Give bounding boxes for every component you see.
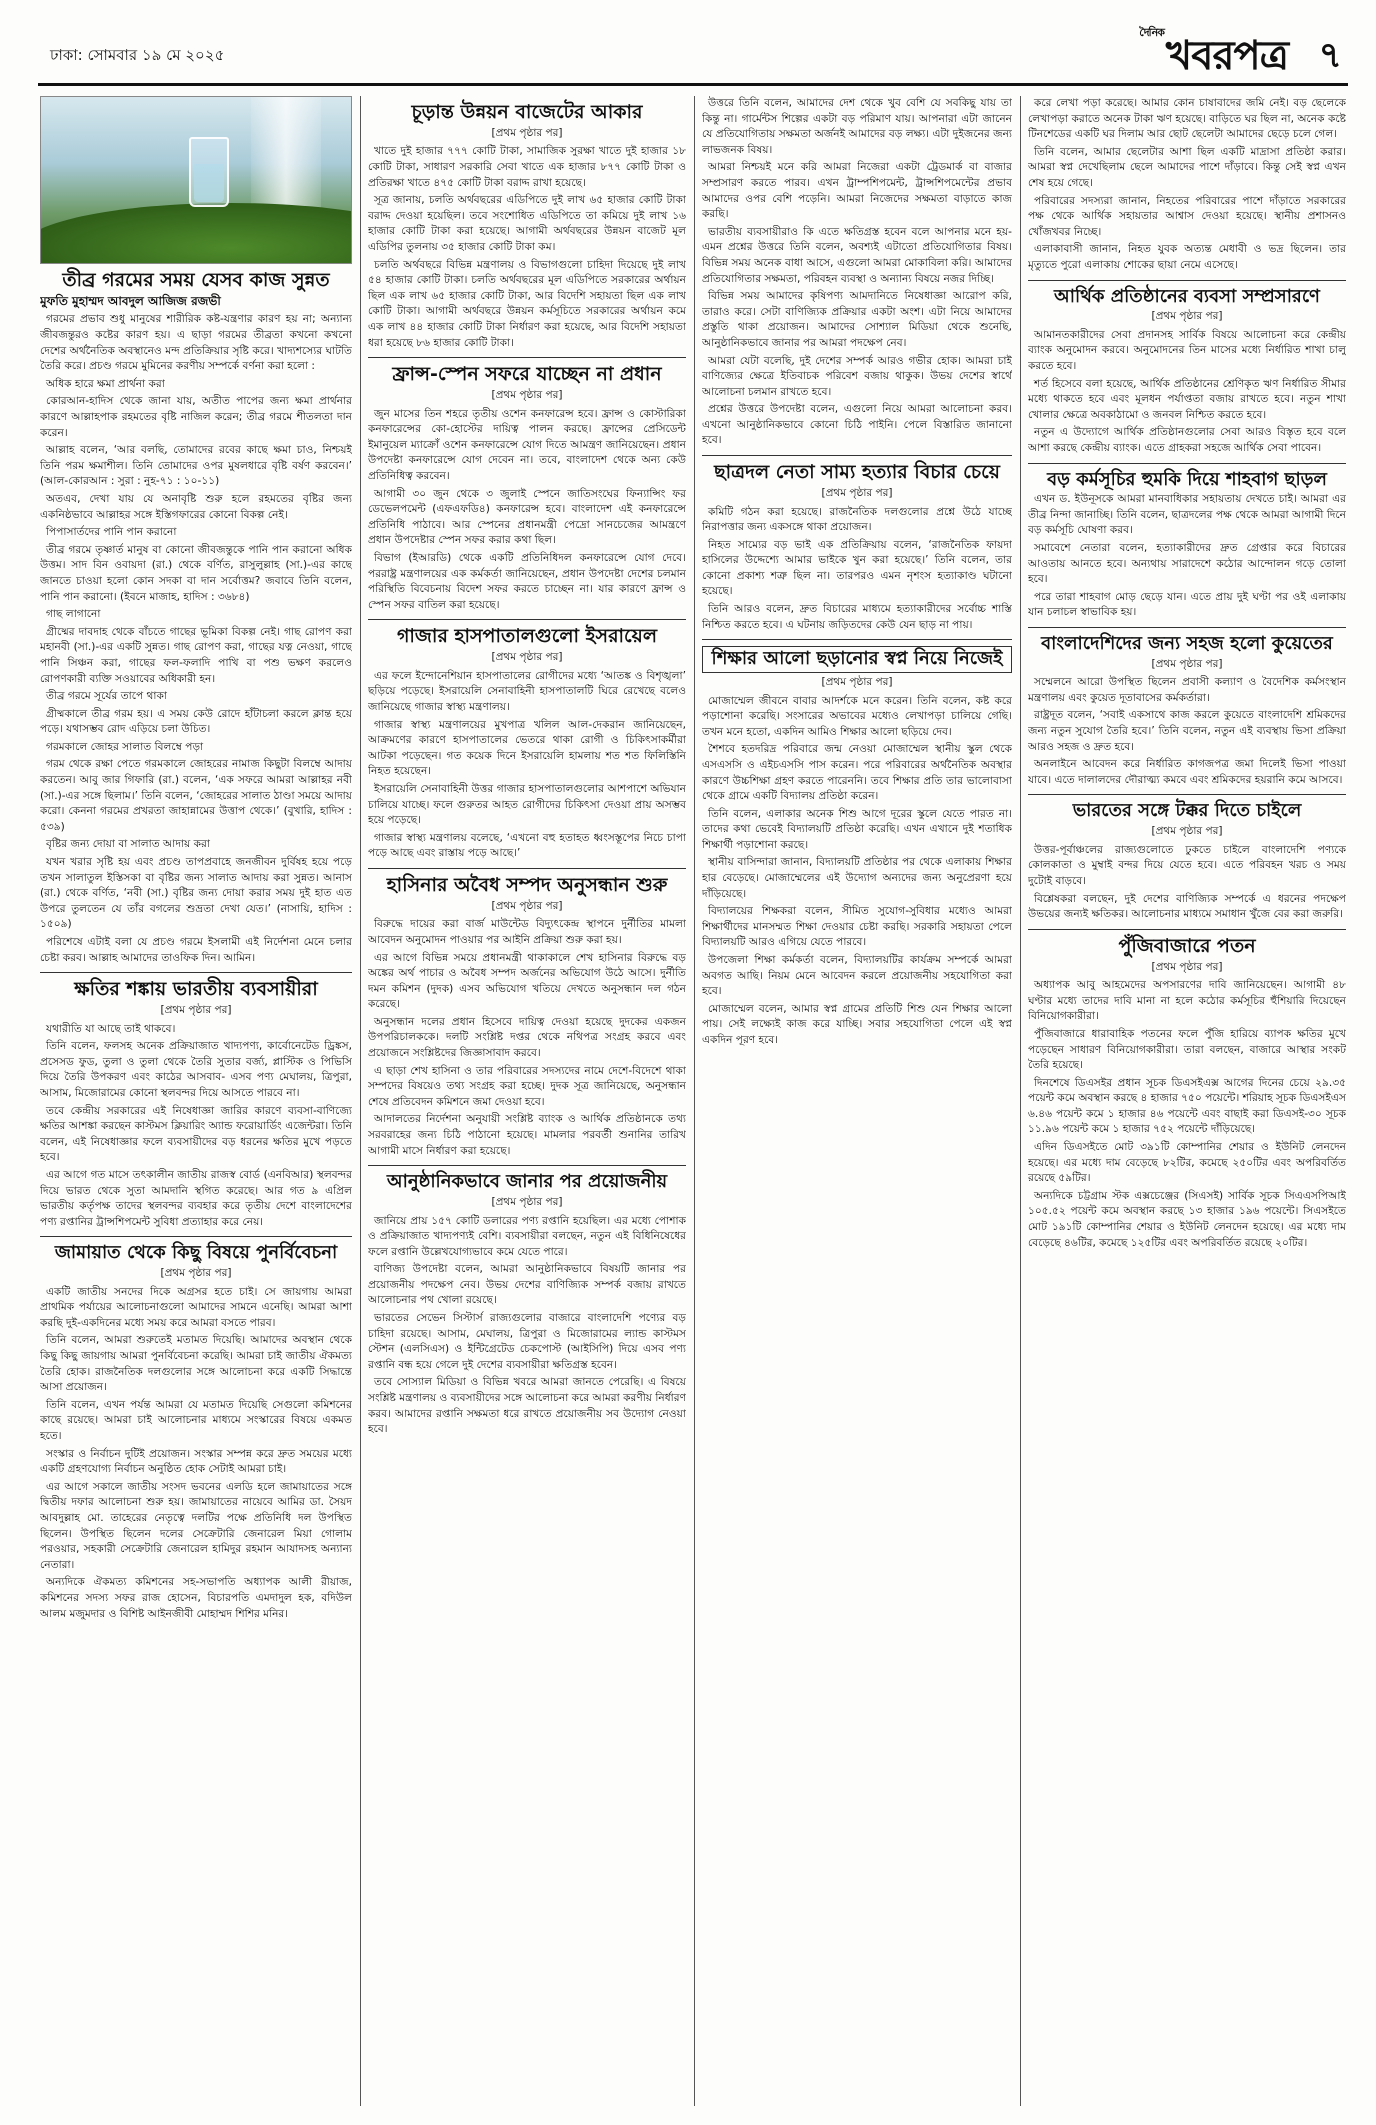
paragraph: স্থানীয় বাসিন্দারা জানান, বিদ্যালয়টি প্রতিষ্ঠার পর থেকে এলাকায় শিক্ষার হার বেড়েছে। মোজাম্মেলের এই উদ্যোগ অন্যদের জন্য অনুপ্রেরণা হয়ে দাঁড়িয়েছে। — [702, 856, 1012, 900]
headline-chhatradal-murder: ছাত্রদল নেতা সাম্য হত্যার বিচার চেয়ে — [714, 461, 1000, 484]
column-1 — [40, 96, 352, 2106]
headline-indian-traders: ক্ষতির শঙ্কায় ভারতীয় ব্যবসায়ীরা — [74, 978, 318, 1001]
divider — [1028, 794, 1346, 795]
article-body — [1028, 328, 1346, 457]
paragraph: এর আগে গত মাসে তৎকালীন জাতীয় রাজস্ব বোর্ড (এনবিআর) স্থলবন্দর দিয়ে ভারত থেকে সুতা আমদানি স্থগিত করেছে। আর গত ৯ এপ্রিল ভারতীয় কর্তৃপক্ষ তাদের স্থলবন্দর ব্যবহার করে তৃতীয় দেশে বাংলাদেশের পণ্য রপ্তানির ট্রান্সশিপমেন্ট সুবিধা প্রত্যাহার করে নেয়। — [40, 1168, 352, 1228]
paragraph: গরমের প্রভাব শুধু মানুষের শারীরিক কষ্ট-যন্ত্রণার কারণ হয় না; অন্যান্য জীবজন্তুরও কষ্টের কারণ হয়। এ ছাড়া গরমের তীব্রতা কখনো কখনো দেশের অর্থনৈতিক অবস্থানেও মন্দ প্রতিক্রিয়ার সৃষ্টি করে। খাদ্যশস্যের ঘাটতি তৈরি করে। প্রচণ্ড গরমে মুমিনের করণীয় সম্পর্কে বর্ণনা করা হলো : — [40, 313, 352, 373]
paragraph: আল্লাহ বলেন, ‘আর বলছি, তোমাদের রবের কাছে ক্ষমা চাও, নিশ্চয়ই তিনি পরম ক্ষমাশীল। তিনি তোমাদের ওপর মুষলধারে বৃষ্টি বর্ষণ করবেন।’ (আল-কোরআন : সুরা : নুহ-৭১ : ১০-১১) — [40, 444, 352, 488]
paragraph: কোরআন-হাদিস থেকে জানা যায়, অতীত পাপের জন্য ক্ষমা প্রার্থনার কারণে আল্লাহপাক রহমতের বৃষ্টি নাজিল করেন; তীব্র গরমে শীতলতা দান করেন। — [40, 395, 352, 439]
headline-official-notice: আনুষ্ঠানিকভাবে জানার পর প্রয়োজনীয় — [386, 1171, 668, 1193]
paragraph: আগামী ৩০ জুন থেকে ৩ জুলাই স্পেনে জাতিসংঘের ফিন্যান্সিং ফর ডেভেলপমেন্ট (এফএফডি৪) কনফারেন্স হবে। বাংলাদেশ এই কনফারেন্সে প্রতিনিধি পাঠাবে। আর স্পেনের প্রধানমন্ত্রী পেদ্রো সানচেজের আমন্ত্রণে প্রধান উপদেষ্টার স্পেন সফর করার কথা ছিল। — [368, 487, 686, 547]
divider — [702, 455, 1012, 456]
continued-label: [প্রথম পৃষ্ঠার পর] — [491, 389, 563, 401]
paragraph: তবে সোস্যাল মিডিয়া ও বিভিন্ন খবরে আমরা জানতে পেরেছি। এ বিষয়ে সংশ্লিষ্ট মন্ত্রণালয় ও ব্যবসায়ীদের সঙ্গে আলোচনা করে আমরা করণীয় নির্ধারণ করব। আমাদের রপ্তানি সক্ষমতা ধরে রাখতে প্রয়োজনীয় সব উদ্যোগ নেওয়া হবে। — [368, 1376, 686, 1436]
paragraph: বিশ্লেষকরা বলছেন, দুই দেশের বাণিজ্যিক সম্পর্কে এ ধরনের পদক্ষেপ উভয়ের জন্যই ক্ষতিকর। আলোচনার মাধ্যমে সমাধান খুঁজে বের করা জরুরি। — [1028, 892, 1346, 921]
paragraph: আদালতের নির্দেশনা অনুযায়ী সংশ্লিষ্ট ব্যাংক ও আর্থিক প্রতিষ্ঠানকে তথ্য সরবরাহের জন্য চিঠি পাঠানো হয়েছে। মামলার পরবর্তী শুনানির তারিখ আগামী মাসে নির্ধারণ করা হয়েছে। — [368, 1113, 686, 1157]
divider — [368, 1165, 686, 1166]
paragraph: এর আগে বিভিন্ন সময়ে প্রধানমন্ত্রী থাকাকালে শেখ হাসিনার বিরুদ্ধে বড় অঙ্কের অর্থ পাচার ও অবৈধ সম্পদ অর্জনের অভিযোগ উঠে আসে। দুর্নীতি দমন কমিশন (দুদক) এসব অভিযোগ খতিয়ে দেখতে অনুসন্ধান দল গঠন করেছে। — [368, 951, 686, 1011]
headline-financial-institutions: আর্থিক প্রতিষ্ঠানের ব্যবসা সম্প্রসারণে — [1054, 285, 1320, 307]
article-body — [40, 1022, 352, 1231]
paragraph: ভারতের সেভেন সিস্টার্স রাজ্যগুলোর বাজারে বাংলাদেশি পণ্যের বড় চাহিদা রয়েছে। আসাম, মেঘালয়, ত্রিপুরা ও মিজোরামের ল্যান্ড কাস্টমস স্টেশন (এলসিএস) ও ইন্টিগ্রেটেড চেকপোস্ট (আইসিপি) দিয়ে এসব পণ্য রপ্তানি বন্ধ হয়ে গেলে দুই দেশের ব্যবসায়ীরা ক্ষতিগ্রস্ত হবেন। — [368, 1312, 686, 1371]
paragraph: যখন খরার সৃষ্টি হয় এবং প্রচণ্ড তাপপ্রবাহে জনজীবন দুর্বিষহ হয়ে পড়ে তখন সালাতুল ইস্তিসকা বা বৃষ্টির জন্য সালাত আদায় করা সুন্নত। আনাস (রা.) থেকে বর্ণিত, ‘নবী (সা.) বৃষ্টির জন্য দোয়া করার সময় দুই হাত এত উপরে তুলতেন যে তাঁর বগলের শুভ্রতা দেখা যেত।’ (নাসায়ি, হাদিস : ১৫০৯) — [40, 856, 352, 931]
divider — [368, 868, 686, 869]
continued-label: [প্রথম পৃষ্ঠার পর] — [491, 1195, 563, 1208]
article-body — [1028, 675, 1346, 788]
paragraph: আমানতকারীদের সেবা প্রদানসহ সার্বিক বিষয়ে আলোচনা করে কেন্দ্রীয় ব্যাংক অনুমোদন করবে। অনুমোদনের তিন মাসের মধ্যে নির্ধারিত শাখা চালু করতে হবে। — [1028, 328, 1346, 372]
paragraph: একটি জাতীয় সনদের দিকে অগ্রসর হতে চাই। সে জায়গায় আমরা প্রাথমিক পর্যায়ের আলোচনাগুলো আমাদের সামনে এনেছি। আমরা আশা করছি দুই-একদিনের মধ্যে সময় করে আমরা বসতে পারব। — [40, 1285, 352, 1329]
paragraph: দিনশেষে ডিএসইর প্রধান সূচক ডিএসইএক্স আগের দিনের চেয়ে ২৯.৩৫ পয়েন্ট কমে অবস্থান করছে ৪ হাজার ৭৫০ পয়েন্টে। শরিয়াহ সূচক ডিএসইএস ৬.৪৬ পয়েন্ট কমে ১ হাজার ৪৬ পয়েন্টে এবং বাছাই করা ডিএসই-৩০ সূচক ১১.৯৬ পয়েন্ট কমে ১ হাজার ৭৫২ পয়েন্টে দাঁড়িয়েছে। — [1028, 1076, 1346, 1136]
paragraph: পরে তারা শাহবাগ মোড় ছেড়ে যান। এতে প্রায় দুই ঘণ্টা পর ওই এলাকায় যান চলাচল স্বাভাবিক হয়। — [1028, 590, 1346, 619]
article-body — [1028, 96, 1346, 274]
water-glass-icon — [189, 137, 229, 207]
paragraph: এর ফলে ইন্দোনেশিয়ান হাসপাতালের রোগীদের মধ্যে ‘আতঙ্ক ও বিশৃঙ্খলা’ ছড়িয়ে পড়েছে। ইসরায়েলি সেনাবাহিনী হাসপাতালটি ঘিরে রেখেছে বলেও জানিয়েছে গাজার স্বাস্থ্য মন্ত্রণালয়। — [368, 669, 686, 713]
continued-label: [প্রথম পৃষ্ঠার পর] — [821, 675, 893, 688]
paragraph: তিনি বলেন, এলাকার অনেক শিশু আগে দূরের স্কুলে যেতে পারত না। তাদের কথা ভেবেই বিদ্যালয়টি প্রতিষ্ঠা করেছি। এখন এখানে দুই শতাধিক শিক্ষার্থী পড়াশোনা করছে। — [702, 807, 1012, 851]
headline-shahbag: বড় কর্মসূচির হুমকি দিয়ে শাহবাগ ছাড়ল — [1047, 468, 1327, 490]
paragraph: পরিশেষে এটাই বলা যে প্রচণ্ড গরমে ইসলামী এই নির্দেশনা মেনে চলার চেষ্টা করব। আল্লাহ আমাদের তাওফিক দিন। আমিন। — [40, 936, 352, 964]
paragraph: কমিটি গঠন করা হয়েছে। রাজনৈতিক দলগুলোর প্রশ্নে উঠে যাচ্ছে নিরাপত্তার জন্য একসঙ্গে থাকা প্রয়োজন। — [702, 505, 1012, 534]
masthead — [38, 22, 1348, 86]
moss-shape — [40, 203, 352, 264]
paragraph: এদিন ডিএসইতে মোট ৩৯১টি কোম্পানির শেয়ার ও ইউনিট লেনদেন হয়েছে। এর মধ্যে দাম বেড়েছে ৮২টির, কমেছে ২৫০টির এবং অপরিবর্তিত রয়েছে ৫৯টির। — [1028, 1141, 1346, 1185]
headline-gaza-hospitals: গাজার হাসপাতালগুলো ইসরায়েল — [396, 625, 658, 648]
paragraph: এখন ড. ইউনূসকে আমরা মানবাধিকার সহায়তায় দেখতে চাই। আমরা এর তীব্র নিন্দা জানাচ্ছি। তিনি বলেন, ছাত্রদলের পক্ষ থেকে আমরা আগামী দিনে বড় কর্মসূচি ঘোষণা করব। — [1028, 493, 1346, 537]
paragraph: অনুসন্ধান দলের প্রধান হিসেবে দায়িত্ব দেওয়া হয়েছে দুদকের একজন উপপরিচালককে। দলটি সংশ্লিষ্ট দপ্তর থেকে নথিপত্র সংগ্রহ করবে এবং প্রয়োজনে সংশ্লিষ্টদের জিজ্ঞাসাবাদ করবে। — [368, 1015, 686, 1060]
continued-label: [প্রথম পৃষ্ঠার পর] — [160, 1267, 232, 1280]
paragraph: এ ছাড়া শেখ হাসিনা ও তার পরিবারের সদস্যদের নামে দেশে-বিদেশে থাকা সম্পদের বিষয়েও তথ্য সংগ্রহ করা হচ্ছে। দুদক সূত্র জানিয়েছে, অনুসন্ধান শেষে প্রতিবেদন কমিশনে জমা দেওয়া হবে। — [368, 1064, 686, 1108]
column-rule — [360, 96, 361, 2106]
paragraph: খাতে দুই হাজার ৭৭৭ কোটি টাকা, সামাজিক সুরক্ষা খাতে দুই হাজার ১৮ কোটি টাকা, সাধারণ সরকারি সেবা খাতে এক হাজার ৮৭৭ কোটি টাকা ও প্রতিরক্ষা খাতে ৪৭৫ কোটি টাকা বরাদ্দ রাখা হয়েছে। — [368, 145, 686, 189]
continued-label: [প্রথম পৃষ্ঠার পর] — [1151, 657, 1223, 670]
paragraph: এলাকাবাসী জানান, নিহত যুবক অত্যন্ত মেধাবী ও ভদ্র ছিলেন। তার মৃত্যুতে পুরো এলাকায় শোকের ছায়া নেমে এসেছে। — [1028, 243, 1346, 271]
paragraph: অন্যদিকে চট্টগ্রাম স্টক এক্সচেঞ্জের (সিএসই) সার্বিক সূচক সিএএসপিআই ১০৫.৫২ পয়েন্ট কমে অবস্থান করছে ১৩ হাজার ১৯৬ পয়েন্টে। সিএসইতে মোট ১৯১টি কোম্পানির শেয়ার ও ইউনিট লেনদেন হয়েছে। এর মধ্যে দাম বেড়েছে ৪৬টির, কমেছে ১২৫টির এবং অপরিবর্তিত রয়েছে ২০টির। — [1028, 1189, 1346, 1249]
article-body — [702, 694, 1012, 1049]
paragraph: ভারতীয় ব্যবসায়ীরাও কি এতে ক্ষতিগ্রস্ত হবেন বলে আপনার মনে হয়- এমন প্রশ্নের উত্তরে তিনি বলেন, অবশ্যই এটাতো প্রতিযোগিতার বিষয়। বিভিন্ন সময় অনেক বাধা আসে, এগুলো আমরা মোকাবিলা করি। আমাদের প্রতিযোগিতার সক্ষমতা, পরিবহন ব্যবস্থা ও অন্যান্য বিষয়ে নজর দিচ্ছি। — [702, 225, 1012, 285]
paragraph: বিরুদ্ধে দায়ের করা বার্জ মাউন্টেড বিদ্যুৎকেন্দ্র স্থাপনে দুর্নীতির মামলা আবেদন অনুমোদন পাওয়ার পর আইনি প্রক্রিয়া শুরু করা হয়। — [368, 918, 686, 946]
continued-label: [প্রথম পৃষ্ঠার পর] — [1151, 960, 1223, 973]
paragraph: তীব্র গরমে তৃষ্ণার্ত মানুষ বা কোনো জীবজন্তুকে পানি পান করানো অধিক উত্তম। সাদ বিন ওবায়দা (রা.) থেকে বর্ণিত, রাসুলুল্লাহ (সা.)-এর কাছে জানতে চাওয়া হলো কোন সদকা বা দান সর্বোত্তম? জবাবে তিনি বলেন, পানি পান করানো। (ইবনে মাজাহ, হাদিস : ৩৬৮৪) — [40, 543, 352, 603]
paragraph: তবে কেন্দ্রীয় সরকারের এই নিষেধাজ্ঞা জারির কারণে ব্যবসা-বাণিজ্যে ক্ষতির আশঙ্কা করছেন কাস্টমস ক্লিয়ারিং অ্যান্ড ফরোয়ার্ডিং এজেন্টরা। তিনি বলেন, এই নিষেধাজ্ঞার ফলে ব্যবসায়ীদের বড় ধরনের ক্ষতির মুখে পড়তে হবে। — [40, 1104, 352, 1164]
paragraph: গরমকালে জোহর সালাত বিলম্বে পড়া — [46, 740, 204, 753]
paragraph: যথারীতি যা আছে তাই থাকবে। — [46, 1022, 176, 1035]
paragraph: শৈশবে হতদরিদ্র পরিবারে জন্ম নেওয়া মোজাম্মেল স্থানীয় স্কুল থেকে এসএসসি ও এইচএসসি পাস করেন। পরে পরিবারের অর্থনৈতিক অবস্থার কারণে উচ্চশিক্ষা গ্রহণ করতে পারেননি। তবে শিক্ষার প্রতি তার ভালোবাসা থেকে গ্রামে একটি বিদ্যালয় প্রতিষ্ঠা করেন। — [702, 743, 1012, 803]
article-body — [1028, 843, 1346, 923]
paragraph: নিহত সাম্যের বড় ভাই এক প্রতিক্রিয়ায় বলেন, ‘রাজনৈতিক ফায়দা হাসিলের উদ্দেশ্যে আমার ভাইকে খুন করা হয়েছে।’ তিনি বলেন, তার কোনো প্রকাশ্য শত্রু ছিল না। তারপরও এমন নৃশংস হত্যাকাণ্ড ঘটানো হয়েছে। — [702, 538, 1012, 598]
newspaper-logo — [1139, 24, 1288, 91]
headline-education-dream: শিক্ষার আলো ছড়ানোর স্বপ্ন নিয়ে নিজেই — [702, 646, 1012, 673]
headline-stock-market-fall: পুঁজিবাজারে পতন — [1118, 934, 1256, 957]
headline-compete-with-india: ভারতের সঙ্গে টক্কর দিতে চাইলে — [1072, 800, 1302, 822]
divider — [368, 619, 686, 620]
headline-summer-sunnah: তীব্র গরমের সময় যেসব কাজ সুন্নত — [62, 269, 330, 291]
paragraph: উত্তর-পূর্বাঞ্চলের রাজ্যগুলোতে ঢুকতে চাইলে বাংলাদেশি পণ্যকে কোলকাতা ও মুম্বাই বন্দর দিয়ে যেতে হবে। এতে পরিবহন খরচ ও সময় দুটোই বাড়বে। — [1028, 843, 1346, 887]
paragraph: আমরা নিশ্চয়ই মনে করি আমরা নিজেরা একটা ট্রেডমার্ক বা বাজার সম্প্রসারণ করতে পারব। এখন ট্রাম্পশিপমেন্ট, ট্রান্সশিপমেন্টের প্রভাব আমাদের ওপর বেশি পড়েনি। আমরা নিজেদের সক্ষমতা বাড়াতে কাজ করছি। — [702, 161, 1012, 221]
article-body — [368, 1214, 686, 1438]
paragraph: অধিক হারে ক্ষমা প্রার্থনা করা — [46, 377, 165, 390]
paragraph: বিভিন্ন সময় আমাদের কৃষিপণ্য আমদানিতে নিষেধাজ্ঞা আরোপ করি, তারাও করে। সেটা বাণিজ্যিক প্রক্রিয়ার একটা অংশ। এটা নিয়ে আমাদের প্রস্তুতি থাকা প্রয়োজন। আমাদের সোশ্যাল মিডিয়া থেকে শুনেছি, আনুষ্ঠানিকভাবে জানার পর আমরা পদক্ষেপ নেব। — [702, 290, 1012, 349]
paragraph: অনলাইনে আবেদন করে নির্ধারিত কাগজপত্র জমা দিলেই ভিসা পাওয়া যাবে। এতে দালালদের দৌরাত্ম্য কমবে এবং শ্রমিকদের হয়রানি কমে আসবে। — [1028, 758, 1346, 786]
headline-france-spain-tour: ফ্রান্স-স্পেন সফরে যাচ্ছেন না প্রধান — [392, 363, 662, 386]
paragraph: গ্রীষ্মের দাবদাহ থেকে বাঁচতে গাছের ভূমিকা বিকল্প নেই। গাছ রোপণ করা মহানবী (সা.)-এর একটি সুন্নত। গাছ রোপণ করা, গাছের যত্ন নেওয়া, গাছে পানি সিঞ্চন করা, গাছের ফল-ফলাদি পাখি বা পশু ভক্ষণ করলেও রোপণকারী ব্যক্তি সওয়াবের অধিকারী হন। — [40, 625, 352, 685]
paragraph: সূত্র জানায়, চলতি অর্থবছরের এডিপিতে দুই লাখ ৬৫ হাজার কোটি টাকা বরাদ্দ দেওয়া হয়েছিল। তবে সংশোধিত এডিপিতে তা কমিয়ে দুই লাখ ১৬ হাজার কোটি টাকা করা হয়েছে। আগামী অর্থবছরের উন্নয়ন বাজেট মূল এডিপির তুলনায় ৩৫ হাজার কোটি টাকা কম। — [368, 194, 686, 253]
logo-text: খবরপত্র — [1165, 32, 1288, 79]
paragraph: এর আগে সকালে জাতীয় সংসদ ভবনের এলডি হলে জামায়াতের সঙ্গে দ্বিতীয় দফার আলোচনা শুরু হয়। জামায়াতের নায়েবে আমির ডা. সৈয়দ আবদুল্লাহ মো. তাহেরের নেতৃত্বে দলটির পক্ষে প্রতিনিধি দল উপস্থিত ছিলেন। উপস্থিত ছিলেন দলের সেক্রেটারি জেনারেল মিয়া গোলাম পরওয়ার, সহকারী সেক্রেটারি জেনারেল হামিদুর রহমান আযাদসহ অন্যান্য নেতারা। — [40, 1480, 352, 1571]
paragraph: অতএব, দেখা যায় যে অনাবৃষ্টি শুরু হলে রহমতের বৃষ্টির জন্য একনিষ্ঠভাবে আল্লাহর সঙ্গে ইস্তিগফারের কোনো বিকল্প নেই। — [40, 492, 352, 521]
divider — [368, 357, 686, 358]
paragraph: পুঁজিবাজারে ধারাবাহিক পতনের ফলে পুঁজি হারিয়ে ব্যাপক ক্ষতির মুখে পড়েছেন সাধারণ বিনিয়োগকারীরা। তারা বলছেন, বাজারে আস্থার সংকট তৈরি হয়েছে। — [1028, 1027, 1346, 1072]
continued-label: [প্রথম পৃষ্ঠার পর] — [1151, 310, 1223, 323]
logo-small-text: দৈনিক — [1139, 26, 1164, 39]
continued-label: [প্রথম পৃষ্ঠার পর] — [491, 651, 563, 664]
paragraph: তিনি বলেন, আমার ছেলেটার আশা ছিল একটি মাদ্রাসা প্রতিষ্ঠা করার। আমরা স্বপ্ন দেখেছিলাম ছেলে আমাদের পাশে দাঁড়াবে। কিন্তু সেই স্বপ্ন এখন শেষ হয়ে গেছে। — [1028, 145, 1346, 189]
paragraph: বৃষ্টির জন্য দোয়া বা সালাত আদায় করা — [46, 838, 210, 851]
article-body — [1028, 978, 1346, 1251]
column-2 — [368, 96, 686, 2106]
paragraph: গাছ লাগানো — [46, 608, 101, 621]
paragraph: অন্যদিকে ঐকমত্য কমিশনের সহ-সভাপতি অধ্যাপক আলী রীয়াজ, কমিশনের সদস্য সফর রাজ হোসেন, বিচারপতি এমদাদুল হক, বদিউল আলম মজুমদার ও বিশিষ্ট আইনজীবী মোহাম্মদ শিশির মনির। — [40, 1576, 352, 1620]
dateline: ঢাকা: সোমবার ১৯ মে ২০২৫ — [50, 46, 225, 64]
paragraph: পিপাসার্তদের পানি পান করানো — [46, 526, 177, 539]
continued-label: [প্রথম পৃষ্ঠার পর] — [821, 486, 893, 499]
paragraph: তিনি বলেন, আমরা শুরুতেই মতামত দিয়েছি। আমাদের অবস্থান থেকে কিছু কিছু জায়গায় আমরা পুনর্বিবেচনা করেছি। আমরা চাই জাতীয় ঐকমত্য তৈরি হোক। রাজনৈতিক দলগুলোর সঙ্গে আলোচনা করে একটি সিদ্ধান্তে আসা প্রয়োজন। — [40, 1334, 352, 1394]
headline-hasina-assets: হাসিনার অবৈধ সম্পদ অনুসন্ধান শুরু — [386, 873, 668, 896]
article-body — [1028, 492, 1346, 621]
continued-label: [প্রথম পৃষ্ঠার পর] — [160, 1004, 232, 1017]
article-body — [702, 505, 1012, 634]
continued-label: [প্রথম পৃষ্ঠার পর] — [491, 899, 563, 912]
headline-jamaat: জামায়াত থেকে কিছু বিষয়ে পুনর্বিবেচনা — [54, 1242, 338, 1264]
paragraph: গাজার স্বাস্থ্য মন্ত্রণালয় বলেছে, ‘এখনো বহু হতাহত ধ্বংসস্তূপের নিচে চাপা পড়ে আছে এবং রাস্তায় পড়ে আছে।’ — [368, 831, 686, 860]
headline-kuwait-visa: বাংলাদেশিদের জন্য সহজ হলো কুয়েতের — [1041, 633, 1333, 654]
divider — [1028, 463, 1346, 464]
paragraph: আমরা যেটা বলেছি, দুই দেশের সম্পর্ক আরও গভীর হোক। আমরা চাই বাণিজ্যের ক্ষেত্রে ইতিবাচক পরিবেশ বজায় থাকুক। উভয় দেশের স্বার্থে আলোচনা চলমান রাখতে হবে। — [702, 354, 1012, 398]
byline: মুফতি মুহাম্মদ আবদুল আজিজ রজভী — [40, 293, 221, 308]
article-body — [368, 669, 686, 862]
continued-label: [প্রথম পৃষ্ঠার পর] — [1151, 825, 1223, 838]
paragraph: তিনি বলেন, ফলসহ অনেক প্রক্রিয়াজাত খাদ্যপণ্য, কার্বোনেটেড ড্রিঙ্কস, প্রসেসড ফুড, তুলা ও তুলা থেকে তৈরি সুতার বর্জ্য, প্লাস্টিক ও পিভিসি দিয়ে তৈরি উপকরণ এবং কাঠের আসবাব- এসব পণ্য মেঘালয়, ত্রিপুরা, আসাম, মিজোরামের কোনো স্থলবন্দর দিয়ে আসতে পারবে না। — [40, 1040, 352, 1099]
column-3 — [702, 96, 1012, 2106]
article-body — [368, 917, 686, 1159]
paragraph: গরম থেকে রক্ষা পেতে গরমকালে জোহরের নামাজ কিছুটা বিলম্বে আদায় করতেন। আবু জার গিফারি (রা.) বলেন, ‘এক সফরে আমরা আল্লাহর নবী (সা.)-এর সঙ্গে ছিলাম।’ তিনি বলেন, ‘জোহরের সালাত ঠাণ্ডা সময়ে আদায় করো। কেননা গরমের প্রখরতা জাহান্নামের উত্তাপ থেকে।’ (বুখারি, হাদিস : ৫৩৯) — [40, 758, 352, 833]
paragraph: প্রশ্নের উত্তরে উপদেষ্টা বলেন, এগুলো নিয়ে আমরা আলোচনা করব। এখনো আনুষ্ঠানিকভাবে কোনো চিঠি পাইনি। পেলে বিস্তারিত জানানো হবে। — [702, 403, 1012, 447]
divider — [1028, 929, 1346, 930]
article-body — [368, 144, 686, 351]
paragraph: মোজাম্মেল বলেন, আমার স্বপ্ন গ্রামের প্রতিটি শিশু যেন শিক্ষার আলো পায়। সেই লক্ষ্যেই কাজ করে যাচ্ছি। সবার সহযোগিতা পেলে এই স্বপ্ন একদিন পূরণ হবে। — [702, 1002, 1012, 1046]
paragraph: সম্মেলনে আরো উপস্থিত ছিলেন প্রবাসী কল্যাণ ও বৈদেশিক কর্মসংস্থান মন্ত্রণালয় এবং কুয়েত দূতাবাসের কর্মকর্তারা। — [1028, 676, 1346, 704]
paragraph: তিনি বলেন, এখন পর্যন্ত আমরা যে মতামত দিয়েছি সেগুলো কমিশনের কাছে রয়েছে। আমরা চাই আলোচনার মাধ্যমে সংস্কারের বিষয়ে একমত হতে। — [40, 1398, 352, 1442]
article-body — [40, 312, 352, 966]
column-rule — [1020, 96, 1021, 2106]
paragraph: গ্রীষ্মকালে তীব্র গরম হয়। এ সময় কেউ রোদে হাঁটাচলা করলে ক্লান্ত হয়ে পড়ে। যথাসম্ভব রোদ এড়িয়ে চলা উচিত। — [40, 707, 352, 736]
paragraph: পরিবারের সদস্যরা জানান, নিহতের পরিবারের পাশে দাঁড়াতে সরকারের পক্ষ থেকে আর্থিক সহায়তার আশ্বাস দেওয়া হয়েছে। স্থানীয় প্রশাসনও খোঁজখবর নিচ্ছে। — [1028, 194, 1346, 238]
headline-development-budget: চূড়ান্ত উন্নয়ন বাজেটের আকার — [411, 101, 643, 123]
paragraph: শর্ত হিসেবে বলা হয়েছে, আর্থিক প্রতিষ্ঠানের শ্রেণিকৃত ঋণ নির্ধারিত সীমার মধ্যে থাকতে হবে এবং মূলধন পর্যাপ্ততা বজায় রাখতে হবে। নতুন শাখা খোলার ক্ষেত্রে অবকাঠামো ও জনবল নিশ্চিত করতে হবে। — [1028, 377, 1346, 421]
paragraph: চলতি অর্থবছরে বিভিন্ন মন্ত্রণালয় ও বিভাগগুলো চাহিদা দিয়েছে দুই লাখ ৫৪ হাজার কোটি টাকা। চলতি অর্থবছরের মূল এডিপিতে সরকারের অর্থায়ন ছিল এক লাখ ৬৫ হাজার কোটি টাকা, আর বিদেশি সহায়তা ছিল এক লাখ কোটি টাকা। আগামী অর্থবছরে উন্নয়ন কর্মসূচিতে সরকারের অর্থায়ন কমে এক লাখ ৪৪ হাজার কোটি টাকা নির্ধারণ করা হয়েছে, আর বিদেশি সহায়তা ধরা হয়েছে ৮৬ হাজার কোটি টাকা। — [368, 258, 686, 349]
paragraph: বিদ্যালয়ের শিক্ষকরা বলেন, সীমিত সুযোগ-সুবিধার মধ্যেও আমরা শিক্ষার্থীদের মানসম্মত শিক্ষা দেওয়ার চেষ্টা করছি। সরকারি সহায়তা পেলে বিদ্যালয়টি আরও এগিয়ে যেতে পারবে। — [702, 905, 1012, 949]
paragraph: গাজার স্বাস্থ্য মন্ত্রণালয়ের মুখপাত্র খলিল আল-দেকরান জানিয়েছেন, আক্রমণের কারণে হাসপাতালের ভেতরে থাকা রোগী ও চিকিৎসাকর্মীরা আটকা পড়েছেন। গত কয়েক দিনে ইসরায়েলি হামলায় শত শত ফিলিস্তিনি নিহত হয়েছেন। — [368, 718, 686, 778]
paragraph: তীব্র গরমে সূর্যের তাপে থাকা — [46, 690, 167, 703]
page-number: ৭ — [1318, 35, 1342, 76]
paragraph: সমাবেশে নেতারা বলেন, হত্যাকারীদের দ্রুত গ্রেপ্তার করে বিচারের আওতায় আনতে হবে। অন্যথায় সারাদেশে কঠোর আন্দোলন গড়ে তোলা হবে। — [1028, 542, 1346, 586]
paragraph: করে লেখা পড়া করেছে। আমার কোন চাষাবাদের জমি নেই। বড় ছেলেকে লেখাপড়া করাতে অনেক টাকা ঋণ হয়েছে। বাড়িতে ঘর ছিল না, অনেক কষ্টে টিনশেডের একটি ঘর দিলাম আর ছোট ছেলেটা আমাদের ছেড়ে চলে গেল। — [1028, 97, 1346, 141]
column-4 — [1028, 96, 1346, 2106]
paragraph: বাণিজ্য উপদেষ্টা বলেন, আমরা আনুষ্ঠানিকভাবে বিষয়টি জানার পর প্রয়োজনীয় পদক্ষেপ নেব। উভয় দেশের বাণিজ্যিক সম্পর্ক বজায় রাখতে আলোচনার পথ খোলা রয়েছে। — [368, 1263, 686, 1307]
paragraph: জুন মাসের তিন শহরে তৃতীয় ওশেন কনফারেন্স হবে। ফ্রান্স ও কোস্টারিকা কনফারেন্সের কো-হোস্টের দায়িত্ব পালন করছে। ফ্রান্সের প্রেসিডেন্ট ইমানুয়েল ম্যাক্রোঁ ওশেন কনফারেন্সে যোগ দিতে আমন্ত্রণ জানিয়েছেন। প্রধান উপদেষ্টা কনফারেন্সে যোগ দেবেন না। তবে, বাংলাদেশ থেকে অন্য কেউ প্রতিনিধিত্ব করবেন। — [368, 407, 686, 482]
article-photo — [40, 96, 352, 264]
paragraph: মোজাম্মেল জীবনে বাবার আদর্শকে মনে করেন। তিনি বলেন, কষ্ট করে পড়াশোনা করেছি। সংসারের অভাবের মধ্যেও লেখাপড়া চালিয়ে গেছি। তখন মনে হতো, একদিন আমিও শিক্ষার আলো ছড়িয়ে দেব। — [702, 694, 1012, 738]
paragraph: উপজেলা শিক্ষা কর্মকর্তা বলেন, বিদ্যালয়টির কার্যক্রম সম্পর্কে আমরা অবগত আছি। নিয়ম মেনে আবেদন করলে প্রয়োজনীয় সহযোগিতা করা হবে। — [702, 954, 1012, 998]
paragraph: রাষ্ট্রদূত বলেন, ‘সবাই একসাথে কাজ করলে কুয়েতে বাংলাদেশি শ্রমিকদের জন্য নতুন সুযোগ তৈরি হবে।’ তিনি বলেন, নতুন এই ব্যবস্থায় ভিসা প্রক্রিয়া আরও সহজ ও দ্রুত হবে। — [1028, 709, 1346, 753]
paragraph: ইসরায়েলি সেনাবাহিনী উত্তর গাজার হাসপাতালগুলোর আশপাশে অভিযান চালিয়ে যাচ্ছে। ফলে গুরুতর আহত রোগীদের চিকিৎসা দেওয়া প্রায় অসম্ভব হয়ে পড়েছে। — [368, 782, 686, 827]
divider — [40, 1236, 352, 1237]
paragraph: বিভাগ (ইআরডি) থেকে একটি প্রতিনিধিদল কনফারেন্সে যোগ দেবে। পররাষ্ট্র মন্ত্রণালয়ের এক কর্মকর্তা জানিয়েছেন, প্রধান উপদেষ্টা দেশের চলমান পরিস্থিতি বিবেচনায় বিদেশ সফর করতে চাচ্ছেন না। যার কারণে ফ্রান্স ও স্পেন সফর বাতিল করা হয়েছে। — [368, 551, 686, 611]
paragraph: অধ্যাপক আবু আহমেদের অপসারণের দাবি জানিয়েছেন। আগামী ৪৮ ঘণ্টার মধ্যে তাদের দাবি মানা না হলে কঠোর কর্মসূচির হুঁশিয়ারি দিয়েছেন বিনিয়োগকারীরা। — [1028, 979, 1346, 1023]
paragraph: সংস্কার ও নির্বাচন দুটিই প্রয়োজন। সংস্কার সম্পন্ন করে দ্রুত সময়ের মধ্যে একটি গ্রহণযোগ্য নির্বাচন অনুষ্ঠিত হোক সেটাই আমরা চাই। — [40, 1447, 352, 1476]
paragraph: তিনি আরও বলেন, দ্রুত বিচারের মাধ্যমে হত্যাকারীদের সর্বোচ্চ শাস্তি নিশ্চিত করতে হবে। এ ঘটনায় জড়িতদের কেউ যেন ছাড় না পায়। — [702, 603, 1012, 631]
paragraph: উত্তরে তিনি বলেন, আমাদের দেশ থেকে খুব বেশি যে সবকিছু যায় তা কিন্তু না। গার্মেন্টস শিল্পের একটা বড় পরিমাণ যায়। আপনারা এটা জানেন যে প্রতিযোগিতায় সক্ষমতা অর্জনই আমাদের বড় লক্ষ্য। এটা দুইজনের জন্য লাভজনক বিষয়। — [702, 97, 1012, 156]
paragraph: নতুন এ উদ্যোগে আর্থিক প্রতিষ্ঠানগুলোর সেবা আরও বিস্তৃত হবে বলে আশা করছে কেন্দ্রীয় ব্যাংক। এতে গ্রাহকরা সহজে আর্থিক সেবা পাবেন। — [1028, 426, 1346, 454]
paragraph: জানিয়ে প্রায় ১৫৭ কোটি ডলারের পণ্য রপ্তানি হয়েছিল। এর মধ্যে পোশাক ও প্রক্রিয়াজাত খাদ্যপণ্যই বেশি। ব্যবসায়ীরা বলছেন, নতুন এই বিধিনিষেধের ফলে রপ্তানি উল্লেখযোগ্যভাবে কমে যেতে পারে। — [368, 1214, 686, 1258]
article-body — [40, 1285, 352, 1622]
divider — [1028, 280, 1346, 281]
column-rule — [694, 96, 695, 2106]
continued-label: [প্রথম পৃষ্ঠার পর] — [491, 126, 563, 139]
article-body — [702, 96, 1012, 449]
divider — [1028, 627, 1346, 628]
divider — [40, 972, 352, 973]
divider — [702, 639, 1012, 640]
article-body — [368, 407, 686, 614]
